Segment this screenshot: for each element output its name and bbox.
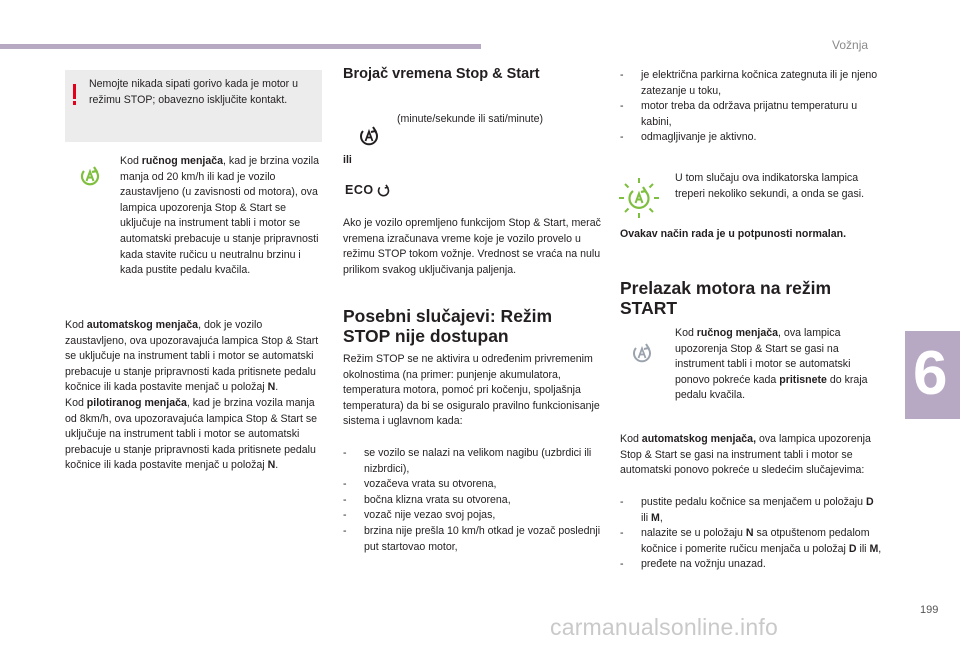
watermark: carmanualsonline.info [550, 614, 778, 640]
stop-start-icon [357, 124, 381, 148]
warning-text: Nemojte nikada sipati gorivo kada je motor u režimu STOP; obavezno isključite kontakt. [89, 78, 299, 106]
section-title-special-cases: Posebni slučajevi: Režim STOP nije dostupan [343, 306, 553, 346]
list-item: - se vozilo se nalazi na velikom nagibu (uzbrdici ili nizbrdici), [343, 446, 603, 477]
page-number: 199 [920, 604, 939, 616]
stop-start-green-icon [78, 164, 102, 188]
list-item: - brzina nije prešla 10 km/h otkad je vozač poslednji put startovao motor, [343, 524, 603, 555]
special-cases-list-continued [620, 68, 882, 146]
stop-start-flashing-icon [617, 176, 661, 220]
col1-auto-paragraph: Kod automatskog menjača, dok je vozilo zaustavljeno, ova upozoravajuća lampica Stop & Start se uključuje na instrument tabli i motor se automatski prebacuje u stanje pripravnosti kada pritisnete pedalu kočnice ili kada postavite menjač u položaj N. Kod pilotiranog menjača, kad je brzina vozila manja od 8km/h, ova upozoravajuća lampica Stop & Start se uključuje na instrument tabli i motor se automatski prebacuje u stanje pripravnosti kada pritisnete pedalu kočnice ili kada postavite menjač u položaj N. [65, 319, 319, 472]
eco-label: ECO [345, 183, 374, 197]
chapter-tab [905, 331, 960, 419]
list-item: - vozačeva vrata su otvorena, [343, 477, 603, 493]
timer-description: Ako je vozilo opremljeno funkcijom Stop & Start, merač vremena izračunava vreme koje je vozilo provelo u režimu STOP tokom vožnje. Vrednost se vraća na nulu prilikom svakog uključivanja paljenja. [343, 217, 601, 276]
start-auto-paragraph: Kod automatskog menjača, ova lampica upozorenja Stop & Start se gasi na instrument tabli i motor se automatski ponovo pokreće u sledećim slučajevima: [620, 433, 871, 477]
start-conditions-list [620, 495, 882, 573]
exclamation-mark-icon [73, 84, 76, 99]
section-title-start-mode: Prelazak motora na režim START [620, 278, 832, 318]
timer-caption: (minute/sekunde ili sati/minute) [397, 113, 544, 125]
eco-arrow-icon [376, 183, 391, 198]
chapter-tab-number: 6 [913, 339, 948, 408]
special-cases-intro: Režim STOP se ne aktivira u određenim privremenim okolnostima (na primer: punjenje akumulatora, temperatura motora, pomoć pri kočenju, spoljašnja temperatura) da bi se osiguralo pravilno funkcionisanje sistema i uglavnom kada: [343, 353, 600, 428]
list-item: - pređete na vožnju unazad. [620, 557, 882, 573]
eco-icon [345, 180, 391, 200]
list-item: - nalazite se u položaju N sa otpuštenom pedalom kočnice i pomerite ručicu menjača u položaj D ili M, [620, 526, 882, 557]
list-item: - pustite pedalu kočnice sa menjačem u položaju D ili M, [620, 495, 882, 526]
list-item: - je električna parkirna kočnica zategnuta ili je njeno zatezanje u toku, [620, 68, 882, 99]
chapter-title: Vožnja [832, 38, 869, 52]
flashing-description: U tom slučaju ova indikatorska lampica treperi nekoliko sekundi, a onda se gasi. [675, 172, 865, 200]
section-title-timer: Brojač vremena Stop & Start [343, 66, 540, 82]
start-manual-paragraph: Kod ručnog menjača, ova lampica upozorenja Stop & Start se gasi na instrument tabli i motor se automatski ponovo pokreće kada pritisnete do kraja pedalu kvačila. [675, 327, 868, 402]
normal-operation-note: Ovakav način rada je u potpunosti normalan. [620, 228, 847, 240]
list-item: - odmagljivanje je aktivno. [620, 130, 882, 146]
stop-start-grey-icon [630, 341, 654, 365]
exclamation-dot-icon [73, 101, 76, 105]
list-item: - vozač nije vezao svoj pojas, [343, 508, 603, 524]
col1-manual-paragraph: Kod ručnog menjača, kad je brzina vozila manja od 20 km/h ili kad je vozilo zaustavljeno (u zavisnosti od motora), ova lampica upozorenja Stop & Start se uključuje na instrument tabli i motor se automatski prebacuje u stanje pripravnosti kada stavite ručicu u neutralnu brzinu i kada pustite pedalu kvačila. [120, 155, 320, 277]
list-item: - bočna klizna vrata su otvorena, [343, 493, 603, 509]
special-cases-list [343, 446, 603, 555]
header-accent-bar [0, 44, 481, 49]
or-label: ili [343, 154, 352, 166]
list-item: - motor treba da održava prijatnu temperaturu u kabini, [620, 99, 882, 130]
